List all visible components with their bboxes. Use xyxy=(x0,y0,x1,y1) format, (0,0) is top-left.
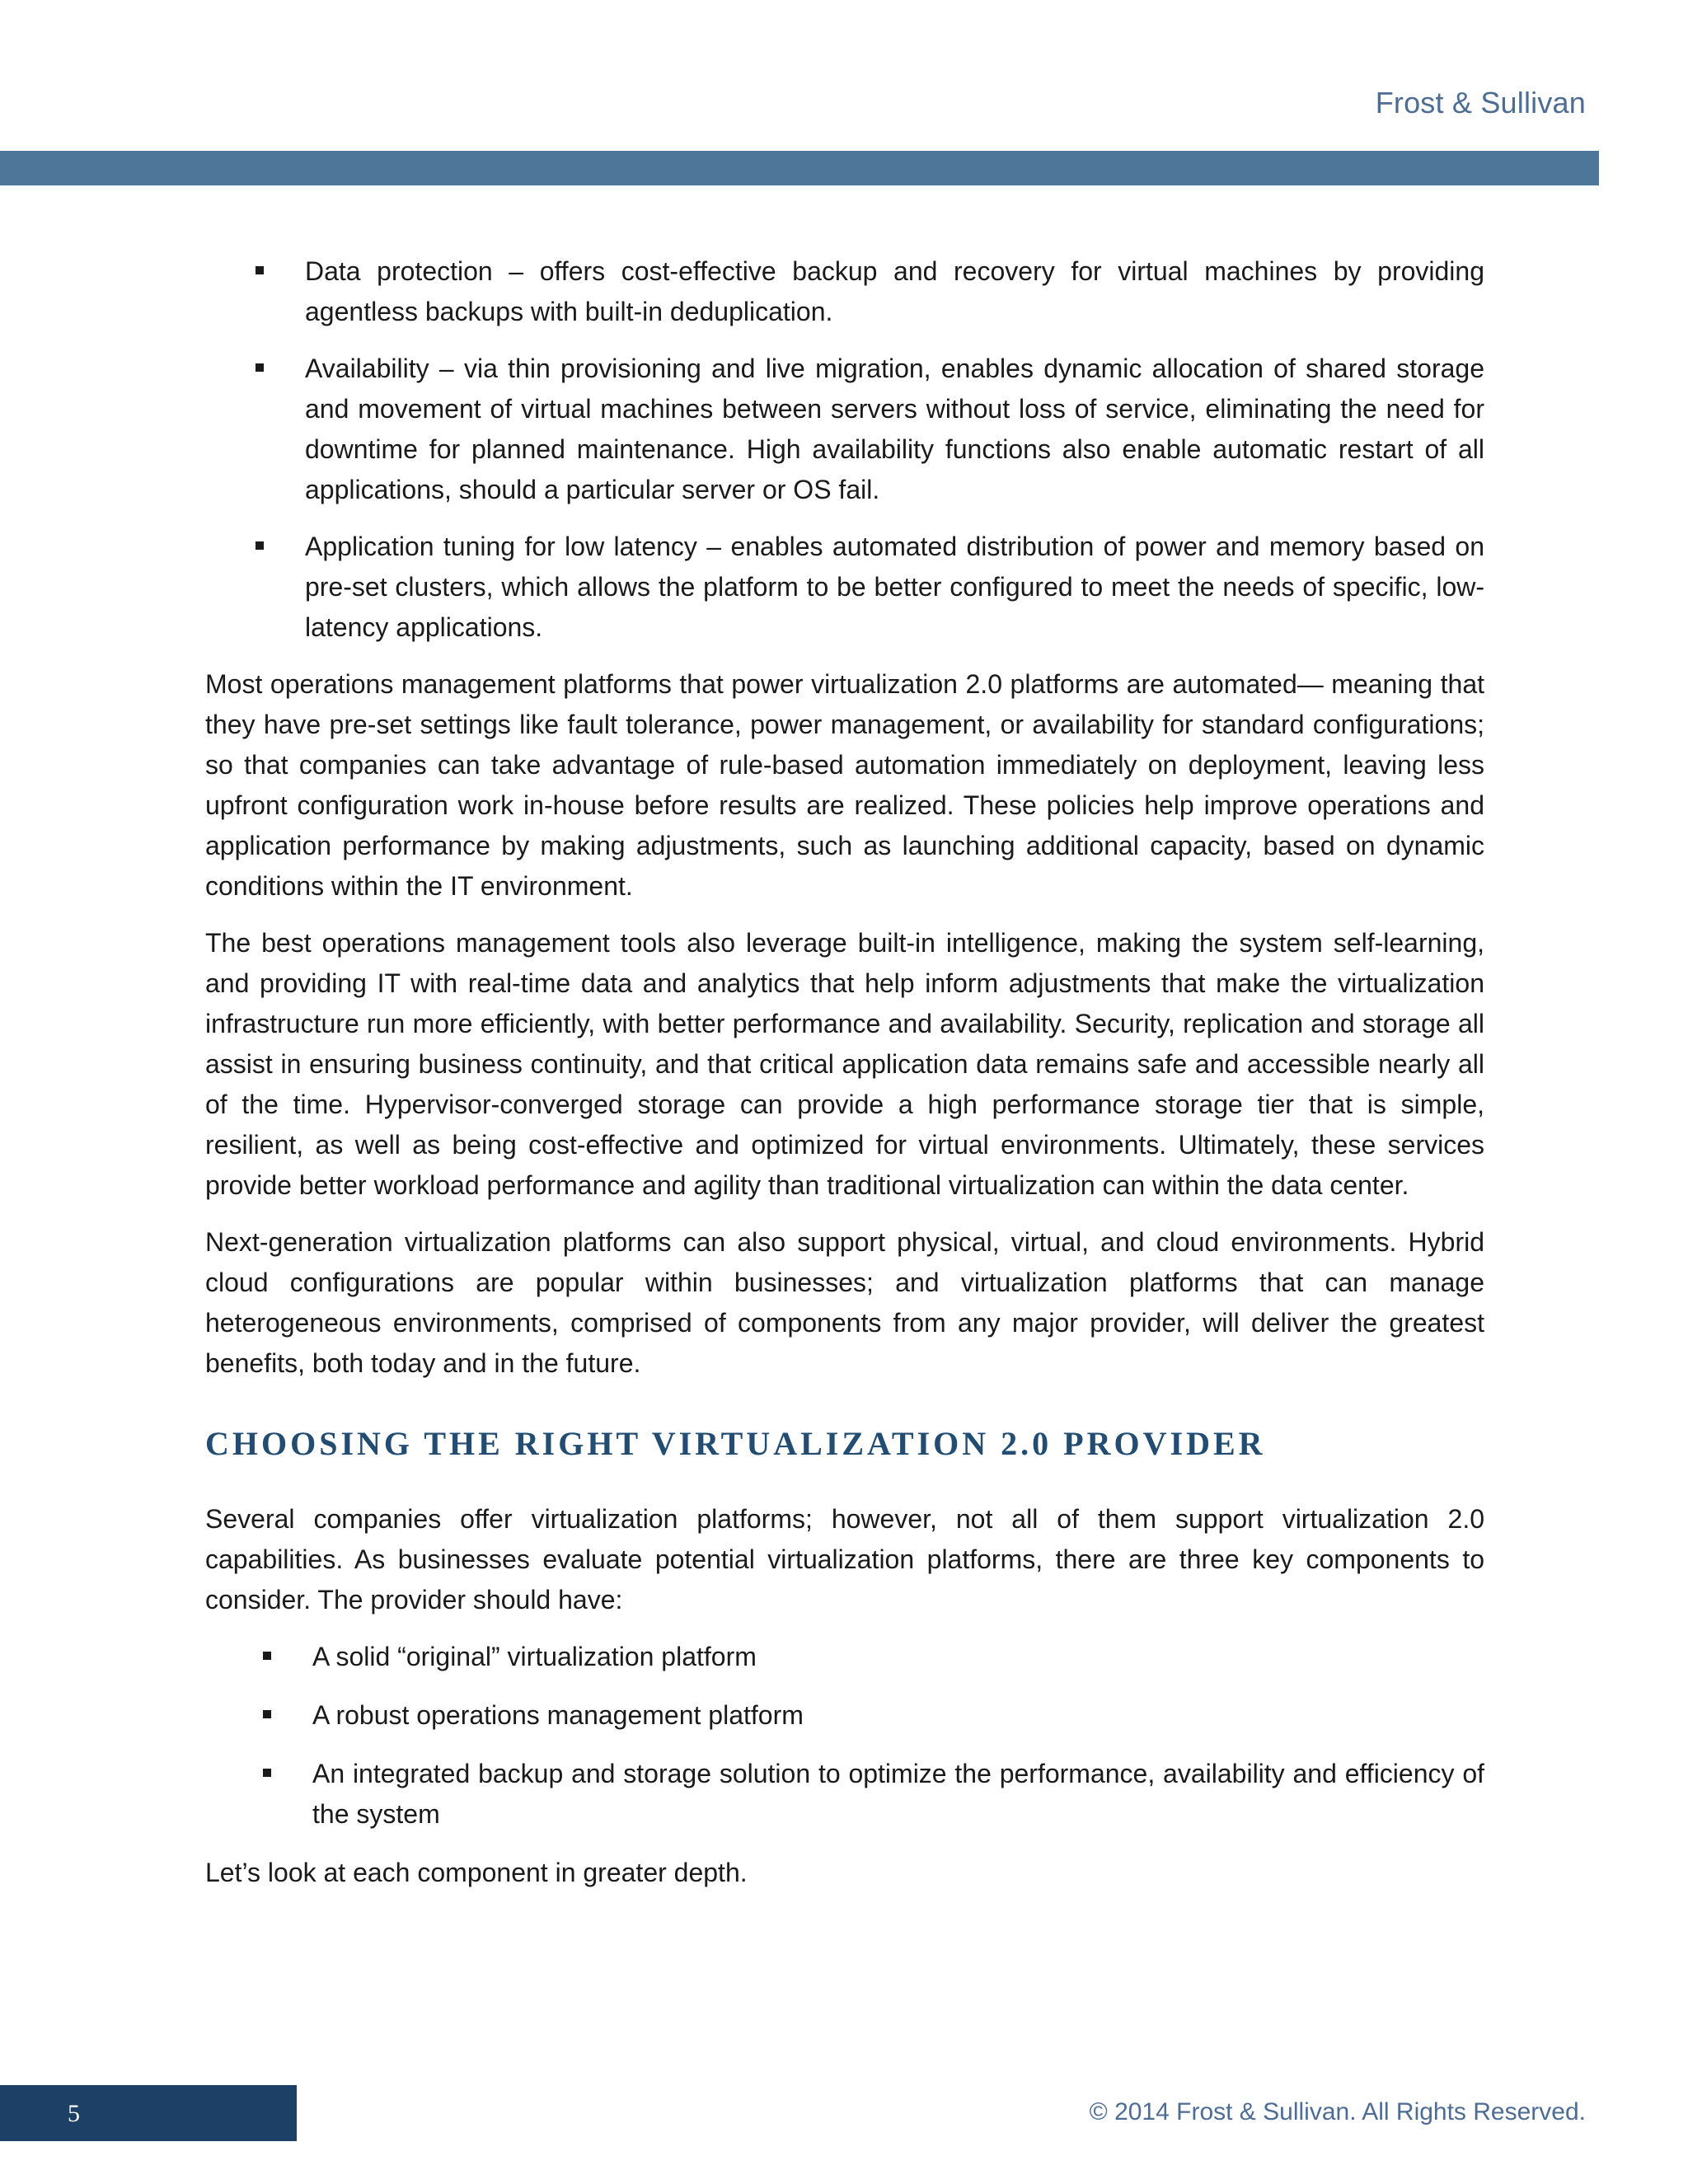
footer-bar xyxy=(0,2085,297,2141)
list-item xyxy=(205,1695,1484,1736)
list-item xyxy=(205,1754,1484,1835)
component-bullet-list xyxy=(205,1637,1484,1835)
bullet-marker xyxy=(256,541,264,550)
header-bar xyxy=(0,151,1599,185)
list-item xyxy=(205,251,1484,332)
bullet-text: A solid “original” virtualization platform xyxy=(312,1642,757,1671)
bullet-marker xyxy=(263,1652,271,1660)
paragraph-hybrid-cloud: Next-generation virtualization platforms can also support physical, virtual, and cloud environments. Hybrid cloud configurations are popular within businesses; and virtualization platforms that can manage heterogeneous environments, comprised of components from any major provider, will deliver the greatest benefits, both today and in the future. xyxy=(205,1227,1484,1378)
bullet-marker xyxy=(256,266,264,274)
feature-bullet-list xyxy=(205,251,1484,648)
paragraph-intelligence: The best operations management tools also leverage built-in intelligence, making the system self-learning, and providing IT with real-time data and analytics that help inform adjustments that make the virtualization infrastructure run more efficiently, with better performance and availability. Security, replication and storage all assist in ensuring business continuity, and that critical application data remains safe and accessible nearly all of the time. Hypervisor-converged storage can provide a high performance storage tier that is simple, resilient, as well as being cost-effective and optimized for virtual environments. Ultimately, these services provide better workload performance and agility than traditional virtualization can within the data center. xyxy=(205,928,1484,1200)
bullet-marker xyxy=(263,1769,271,1777)
section-intro: Several companies offer virtualization platforms; however, not all of them support virtualization 2.0 capabilities. As businesses evaluate potential virtualization platforms, there are three key components to consider. The provider should have: xyxy=(205,1504,1484,1615)
brand-name: Frost & Sullivan xyxy=(1375,86,1586,120)
list-item xyxy=(205,527,1484,648)
page-content xyxy=(205,251,1484,1910)
section-closing: Let’s look at each component in greater depth. xyxy=(205,1858,748,1887)
paragraph-automation: Most operations management platforms that power virtualization 2.0 platforms are automated— meaning that they have pre-set settings like fault tolerance, power management, or availability for standard configurations; so that companies can take advantage of rule-based automation immediately on deployment, leaving less upfront configuration work in-house before results are realized. These policies help improve operations and application performance by making adjustments, such as launching additional capacity, based on dynamic conditions within the IT environment. xyxy=(205,669,1484,901)
bullet-marker xyxy=(263,1710,271,1718)
bullet-text: Availability – via thin provisioning and live migration, enables dynamic allocation of shared storage and movement of virtual machines between servers without loss of service, eliminating the need for downtime for planned maintenance. High availability functions also enable automatic restart of all applications, should a particular server or OS fail. xyxy=(305,354,1484,504)
bullet-marker xyxy=(256,363,264,372)
bullet-text: Data protection – offers cost-effective backup and recovery for virtual machines by providing agentless backups with built-in deduplication. xyxy=(305,256,1484,326)
copyright-notice: © 2014 Frost & Sullivan. All Rights Reserved. xyxy=(1089,2098,1586,2125)
page-number: 5 xyxy=(68,2100,80,2127)
bullet-text: A robust operations management platform xyxy=(312,1700,804,1730)
bullet-text: An integrated backup and storage solution to optimize the performance, availability and efficiency of the system xyxy=(312,1759,1484,1829)
list-item xyxy=(205,1637,1484,1677)
section-heading: CHOOSING THE RIGHT VIRTUALIZATION 2.0 PROVIDER xyxy=(205,1425,1266,1462)
list-item xyxy=(205,349,1484,510)
bullet-text: Application tuning for low latency – enables automated distribution of power and memory based on pre-set clusters, which allows the platform to be better configured to meet the needs of specific, low-latency applications. xyxy=(305,532,1484,642)
